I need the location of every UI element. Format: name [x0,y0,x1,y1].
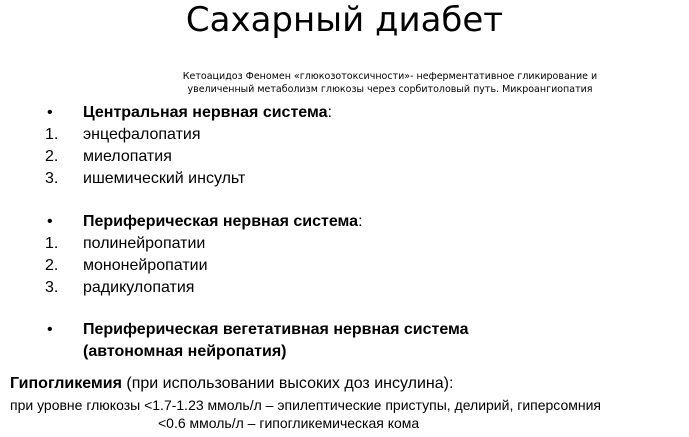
list-number: 2. [45,257,59,274]
subtitle-note [120,70,660,96]
list-number: 3. [45,170,59,187]
bullet: • [47,321,53,338]
list-item-text: полинейропатии [83,235,206,252]
section-heading-text: Периферическая нервная система: [83,213,363,230]
list-number: 1. [45,235,59,252]
list-item-text: мононейропатии [83,257,208,274]
hypoglycemia-heading [10,374,453,394]
list-number: 2. [45,148,59,165]
list-item-text: ишемический инсульт [83,170,246,187]
subtitle-line-2: увеличенный метаболизм глюкозы через сорбитоловый путь. Микроангиопатия [187,84,593,95]
hypoglycemia-condition: (при использовании высоких доз инсулина): [121,375,454,392]
bullet: • [47,104,53,121]
section-heading-text: (автономная нейропатия) [83,343,287,360]
list-number: 1. [45,126,59,143]
bullet: • [47,213,53,230]
list-item-text: миелопатия [83,148,172,165]
list-item-text: энцефалопатия [83,126,201,143]
section-heading-text: Центральная нервная система: [83,104,332,121]
section-heading-text: Периферическая вегетативная нервная система [83,321,469,338]
list-item-text: радикулопатия [83,279,195,296]
page-title: Сахарный диабет [185,0,504,40]
subtitle-line-1: Кетоацидоз Феномен «глюкозотоксичности»- неферментативное гликирование и [182,71,598,82]
hypoglycemia-label: Гипогликемия [10,375,122,392]
list-number: 3. [45,279,59,296]
hypoglycemia-line-1: при уровне глюкозы <1.7-1.23 ммоль/л – эпилептические приступы, делирий, гиперсомния [10,397,602,413]
hypoglycemia-line-2: <0.6 ммоль/л – гипогликемическая кома [158,415,420,431]
